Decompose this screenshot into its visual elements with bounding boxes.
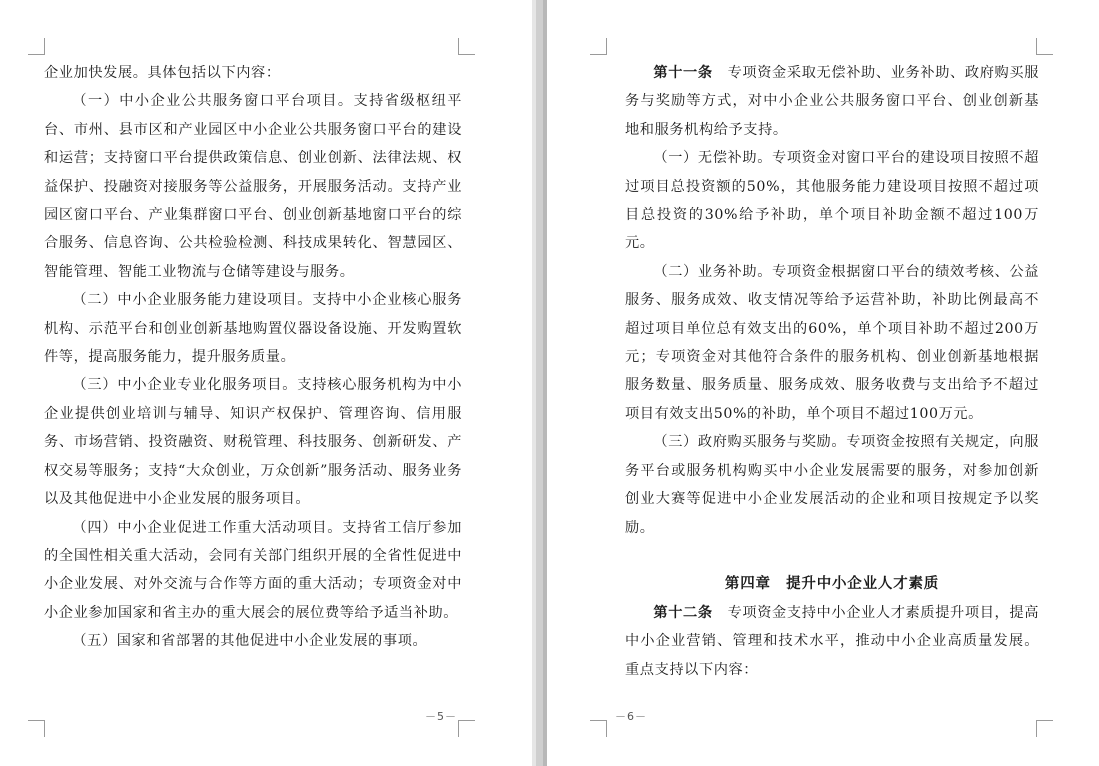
crop-mark-bottom-left (28, 720, 45, 737)
crop-mark-top-left (28, 38, 45, 55)
article-11 (625, 59, 1039, 144)
page-gutter (532, 0, 547, 766)
paragraph-subsidy-1: （一）无偿补助。专项资金对窗口平台的建设项目按照不超过项目总投资额的50%，其他服务能力建设项目按照不超过项目总投资的30%给予补助，单个项目补助金额不超过100万元。 (625, 150, 1039, 252)
article-12 (625, 599, 1039, 684)
paragraph-item-5: （五）国家和省部署的其他促进中小企业发展的事项。 (72, 633, 428, 650)
page-body (625, 59, 1039, 684)
paragraph-subsidy-3: （三）政府购买服务与奖励。专项资金按照有关规定，向服务平台或服务机构购买中小企业发展需要的服务，对参加创新创业大赛等促进中小企业发展活动的企业和项目按规定予以奖励。 (625, 434, 1039, 536)
chapter-heading: 第四章 提升中小企业人才素质 (724, 575, 940, 593)
article-11-text: 专项资金采取无偿补助、业务补助、政府购买服务与奖励等方式，对中小企业公共服务窗口平台、创业创新基地和服务机构给予支持。 (625, 65, 1039, 138)
document-page-right (547, 0, 1099, 766)
crop-mark-top-right (458, 38, 475, 55)
paragraph-item-4: （四）中小企业促进工作重大活动项目。支持省工信厅参加的全国性相关重大活动，会同有关部门组织开展的全省性促进中小企业发展、对外交流与合作等方面的重大活动；专项资金对中小企业参加国家和省主办的重大展会的展位费等给予适当补助。 (44, 519, 462, 621)
crop-mark-top-left (590, 38, 607, 55)
blank-line (625, 542, 1039, 570)
crop-mark-bottom-left (590, 720, 607, 737)
crop-mark-bottom-right (458, 720, 475, 737)
page-number: －5－ (425, 710, 457, 723)
article-11-label: 第十一条 (653, 65, 713, 81)
paragraph-item-2: （二）中小企业服务能力建设项目。支持中小企业核心服务机构、示范平台和创业创新基地购置仪器设备设施、开发购置软件等，提高服务能力，提升服务质量。 (44, 292, 462, 366)
page-body (44, 59, 462, 656)
paragraph-item-1: （一）中小企业公共服务窗口平台项目。支持省级枢纽平台、市州、县市区和产业园区中小企业公共服务窗口平台的建设和运营；支持窗口平台提供政策信息、创业创新、法律法规、权益保护、投融资对接服务等公益服务，开展服务活动。支持产业园区窗口平台、产业集群窗口平台、创业创新基地窗口平台的综合服务、信息咨询、公共检验检测、科技成果转化、智慧园区、智能管理、智能工业物流与仓储等建设与服务。 (44, 93, 462, 280)
article-12-text: 专项资金支持中小企业人才素质提升项目，提高中小企业营销、管理和技术水平，推动中小企业高质量发展。重点支持以下内容： (625, 604, 1039, 678)
article-12-label: 第十二条 (653, 604, 713, 621)
document-page-left (0, 0, 532, 766)
crop-mark-bottom-right (1036, 720, 1053, 737)
crop-mark-top-right (1036, 38, 1053, 55)
page-number: －6－ (615, 710, 647, 723)
paragraph-continuation: 企业加快发展。具体包括以下内容： (44, 65, 281, 81)
paragraph-item-3: （三）中小企业专业化服务项目。支持核心服务机构为中小企业提供创业培训与辅导、知识产权保护、管理咨询、信用服务、市场营销、投资融资、财税管理、科技服务、创新研发、产权交易等服务；支持“大众创业，万众创新”服务活动、服务业务以及其他促进中小企业发展的服务项目。 (44, 377, 462, 508)
paragraph-subsidy-2: （二）业务补助。专项资金根据窗口平台的绩效考核、公益服务、服务成效、收支情况等给予运营补助，补助比例最高不超过项目单位总有效支出的60%，单个项目补助不超过200万元；专项资金对其他符合条件的服务机构、创业创新基地根据服务数量、服务质量、服务成效、服务收费与支出给予不超过项目有效支出50%的补助，单个项目不超过100万元。 (625, 263, 1039, 422)
